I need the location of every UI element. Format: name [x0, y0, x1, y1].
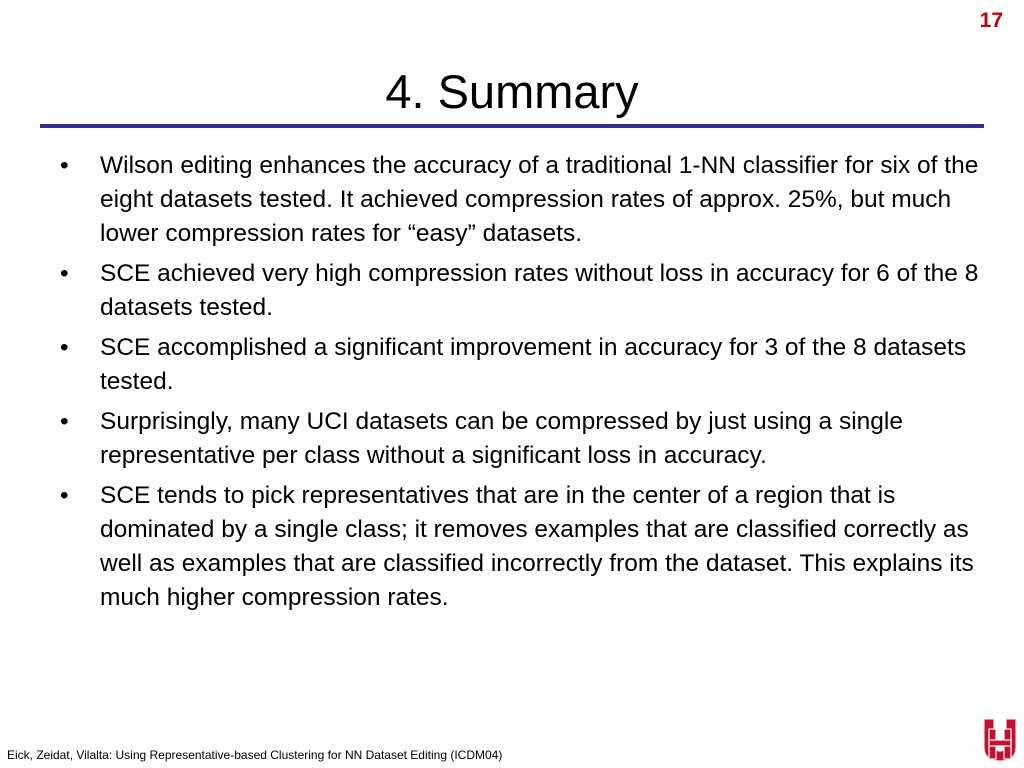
bullet-icon: • — [60, 408, 69, 435]
list-item — [55, 479, 980, 615]
bullet-icon: • — [60, 482, 69, 509]
bullet-text: SCE achieved very high compression rates without loss in accuracy for 6 of the 8 datasets tested. — [100, 260, 979, 321]
bullet-icon: • — [60, 152, 69, 179]
bullet-text: Surprisingly, many UCI datasets can be compressed by just using a single representative per class without a significant loss in accuracy. — [100, 408, 903, 469]
list-item — [55, 331, 980, 399]
bullet-icon: • — [60, 260, 69, 287]
list-item — [55, 257, 980, 325]
page-title: 4. Summary — [385, 65, 639, 118]
list-item — [55, 149, 980, 251]
footer-citation: Eick, Zeidat, Vilalta: Using Representative-based Clustering for NN Dataset Editing (ICDM04) — [7, 748, 503, 762]
university-logo-icon — [980, 715, 1020, 765]
bullet-icon: • — [60, 334, 69, 361]
bullet-list — [55, 149, 980, 621]
bullet-text: Wilson editing enhances the accuracy of a traditional 1-NN classifier for six of the eight datasets tested. It achieved compression rates of approx. 25%, but much lower compression rates for “easy” datasets. — [100, 152, 979, 247]
title-divider — [40, 124, 984, 128]
bullet-text: SCE tends to pick representatives that are in the center of a region that is dominated by a single class; it removes examples that are classified correctly as well as examples that are classified incorrectly from the dataset. This explains its much higher compression rates. — [100, 482, 974, 611]
slide-number: 17 — [979, 9, 1003, 32]
list-item — [55, 405, 980, 473]
bullet-text: SCE accomplished a significant improvement in accuracy for 3 of the 8 datasets tested. — [100, 334, 967, 395]
